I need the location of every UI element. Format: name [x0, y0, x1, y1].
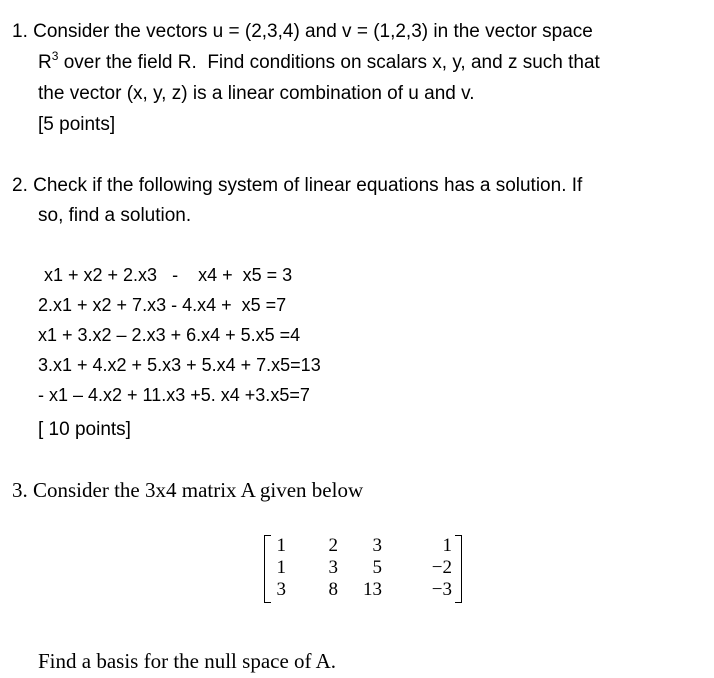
q3-question: Find a basis for the null space of A.	[38, 649, 337, 673]
equation: x1 + x2 + 2.x3 - x4 + x5 = 3	[44, 265, 293, 285]
matrix-a	[264, 533, 462, 605]
q2-line-2: so, find a solution.	[38, 205, 192, 226]
matrix-cell: 1	[276, 557, 286, 578]
matrix-cell: 5	[372, 557, 382, 578]
matrix-cell: −2	[431, 557, 452, 578]
matrix-cell: −3	[431, 579, 452, 600]
q1-line-1: 1. Consider the vectors u = (2,3,4) and v = (1,2,3) in the vector space	[12, 21, 593, 42]
q1-points: [5 points]	[38, 114, 116, 135]
matrix-cell: 3	[328, 557, 338, 578]
equation: x1 + 3.x2 – 2.x3 + 6.x4 + 5.x5 =4	[38, 325, 301, 345]
equation: 2.x1 + x2 + 7.x3 - 4.x4 + x5 =7	[38, 295, 287, 315]
q3-line-1: 3. Consider the 3x4 matrix A given below	[12, 478, 364, 502]
matrix-cell: 3	[372, 535, 382, 556]
matrix-cell: 2	[328, 535, 338, 556]
matrix-cell: 1	[276, 535, 286, 556]
matrix-cell: 8	[328, 579, 338, 600]
q2-points: [ 10 points]	[38, 419, 131, 440]
equation: 3.x1 + 4.x2 + 5.x3 + 5.x4 + 7.x5=13	[38, 355, 321, 375]
q1-line-2-base: R	[38, 52, 52, 73]
q1-line-2	[38, 51, 600, 75]
q1-line-2-sup: 3	[51, 49, 59, 63]
q2-line-1: 2. Check if the following system of linear equations has a solution. If	[12, 175, 583, 196]
matrix-cell: 3	[276, 579, 286, 600]
right-bracket	[455, 535, 462, 603]
q1-line-3: the vector (x, y, z) is a linear combination of u and v.	[38, 83, 475, 104]
matrix-cell: 13	[363, 579, 382, 600]
matrix-cell: 1	[442, 535, 452, 556]
q1-line-2-rest: over the field R. Find conditions on scalars x, y, and z such that	[58, 52, 600, 73]
equation: - x1 – 4.x2 + 11.x3 +5. x4 +3.x5=7	[38, 385, 310, 405]
